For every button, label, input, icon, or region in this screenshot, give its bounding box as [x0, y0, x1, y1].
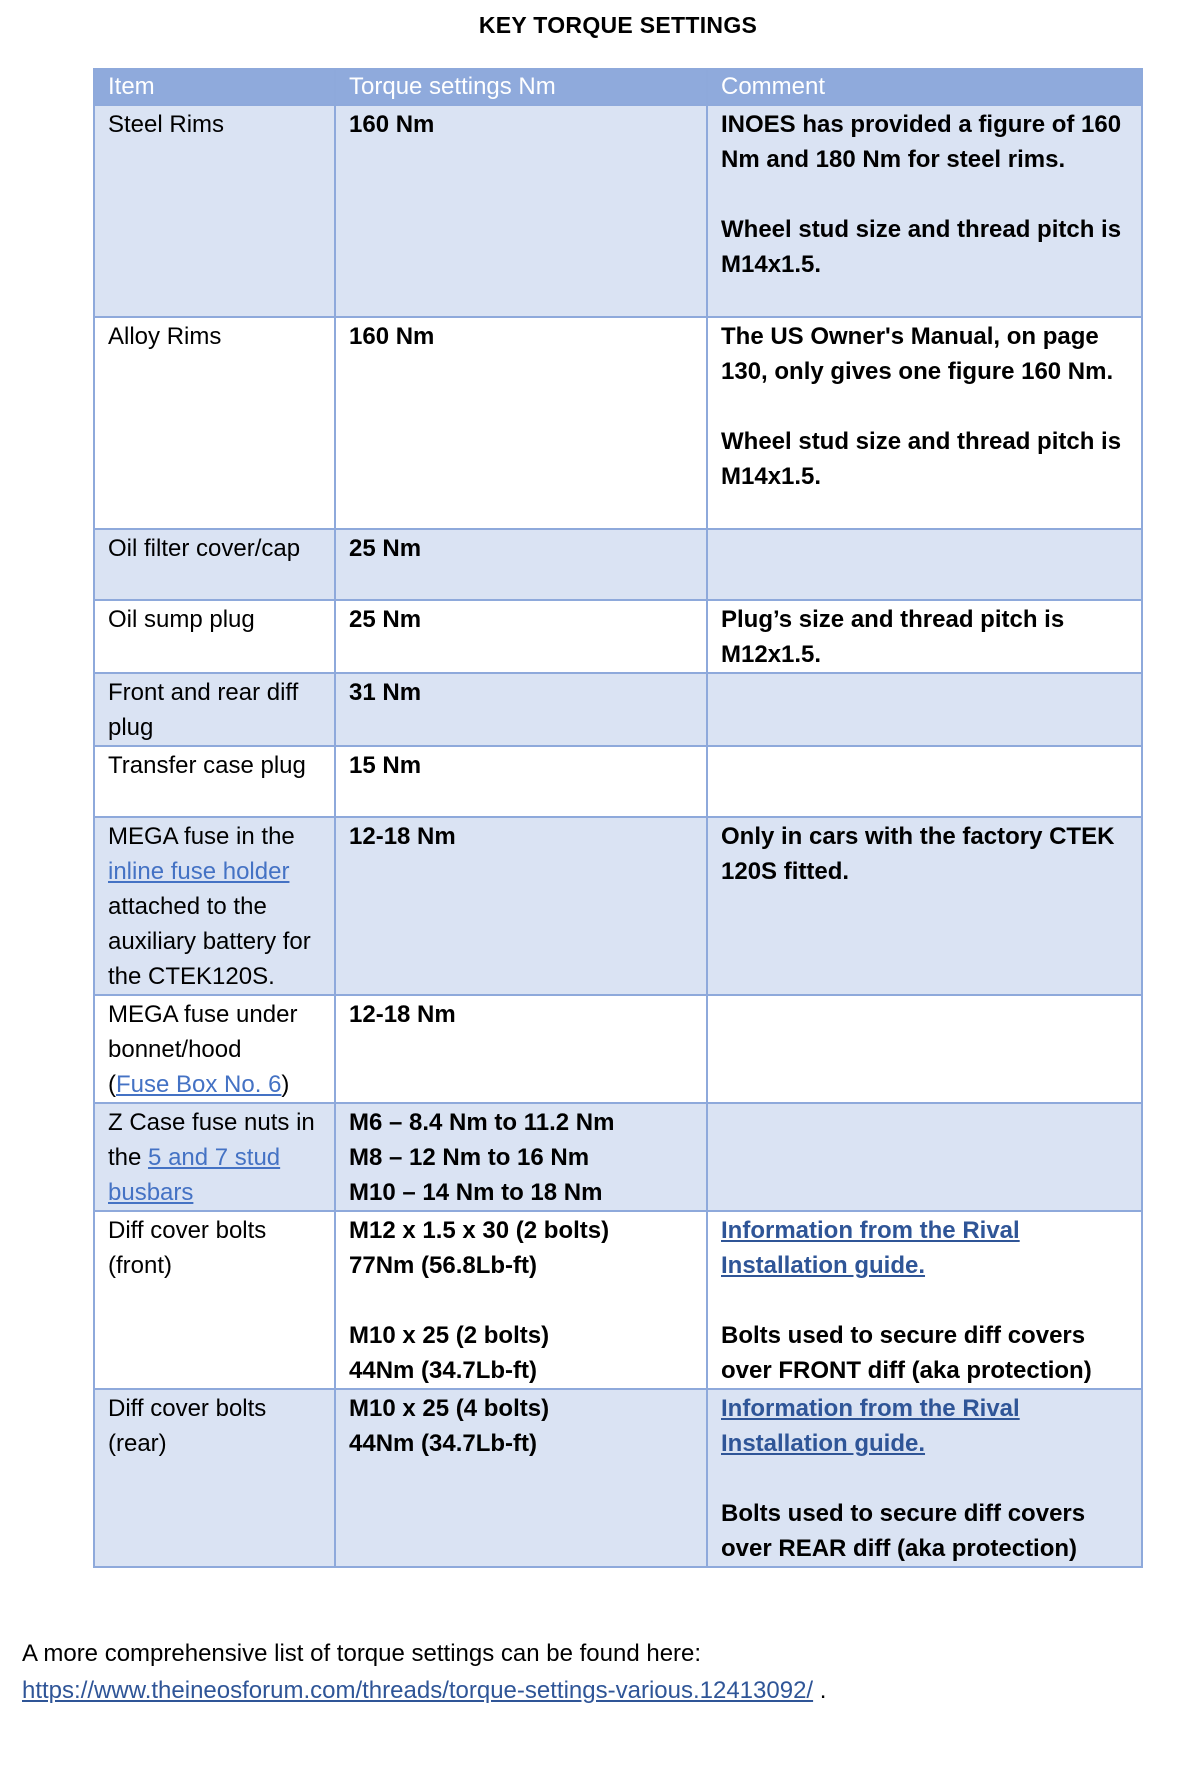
torque-cell: 12-18 Nm [335, 817, 707, 995]
item-cell: Oil filter cover/cap [94, 529, 335, 600]
torque-line: M6 – 8.4 Nm to 11.2 Nm [349, 1109, 615, 1136]
table-row [94, 1389, 1142, 1567]
rival-guide-link[interactable]: Information from the Rival Installation guide. [721, 1395, 1020, 1457]
fuse-box-6-link[interactable]: Fuse Box No. 6 [116, 1071, 282, 1098]
comment-text: Wheel stud size and thread pitch is M14x1.5. [721, 216, 1122, 278]
torque-cell: 31 Nm [335, 673, 707, 746]
comment-cell [707, 1211, 1142, 1389]
header-item: Item [94, 69, 335, 105]
item-cell: Steel Rims [94, 105, 335, 317]
item-cell: Diff cover bolts (front) [94, 1211, 335, 1389]
footer-trail: . [813, 1677, 827, 1704]
torque-line: M10 – 14 Nm to 18 Nm [349, 1179, 603, 1206]
comment-cell: Plug’s size and thread pitch is M12x1.5. [707, 600, 1142, 673]
torque-line: M12 x 1.5 x 30 (2 bolts) [349, 1217, 610, 1244]
forum-url-link[interactable]: https://www.theineosforum.com/threads/torque-settings-various.12413092/ [22, 1677, 814, 1704]
torque-cell: 160 Nm [335, 317, 707, 529]
item-text: attached to the auxiliary battery for the CTEK120S. [108, 893, 311, 990]
item-cell: Alloy Rims [94, 317, 335, 529]
item-cell [94, 1103, 335, 1211]
torque-line: M10 x 25 (2 bolts) [349, 1322, 550, 1349]
stud-busbars-link[interactable]: 5 and 7 stud busbars [108, 1144, 281, 1206]
comment-text: INOES has provided a figure of 160 Nm and 180 Nm for steel rims. [721, 111, 1122, 173]
table-row [94, 529, 1142, 600]
comment-cell [707, 105, 1142, 317]
torque-line: 44Nm (34.7Lb-ft) [349, 1430, 538, 1457]
item-cell: Transfer case plug [94, 746, 335, 817]
torque-line: M8 – 12 Nm to 16 Nm [349, 1144, 590, 1171]
comment-cell [707, 995, 1142, 1103]
header-torque: Torque settings Nm [335, 69, 707, 105]
footer-note [22, 1635, 1142, 1709]
comment-text: Bolts used to secure diff covers over REAR diff (aka protection) [721, 1500, 1086, 1562]
item-cell [94, 817, 335, 995]
item-text: MEGA fuse under bonnet/hood [108, 1001, 298, 1063]
item-cell: Oil sump plug [94, 600, 335, 673]
torque-line: M10 x 25 (4 bolts) [349, 1395, 550, 1422]
item-cell: Front and rear diff plug [94, 673, 335, 746]
footer-text: A more comprehensive list of torque settings can be found here: [22, 1640, 702, 1667]
comment-cell [707, 317, 1142, 529]
comment-cell [707, 1103, 1142, 1211]
comment-text: The US Owner's Manual, on page 130, only gives one figure 160 Nm. [721, 323, 1114, 385]
table-header-row [94, 69, 1142, 105]
table-row [94, 1103, 1142, 1211]
comment-text: Bolts used to secure diff covers over FRONT diff (aka protection) [721, 1322, 1092, 1384]
torque-cell [335, 1211, 707, 1389]
item-cell [94, 995, 335, 1103]
item-text: MEGA fuse in the [108, 823, 295, 850]
page-title: KEY TORQUE SETTINGS [478, 12, 758, 38]
table-row [94, 817, 1142, 995]
torque-cell: 160 Nm [335, 105, 707, 317]
table-row [94, 317, 1142, 529]
torque-cell: 25 Nm [335, 529, 707, 600]
item-text: Z Case fuse nuts in the [108, 1109, 315, 1171]
item-text: ( [108, 1071, 116, 1098]
comment-cell [707, 673, 1142, 746]
rival-guide-link[interactable]: Information from the Rival Installation guide. [721, 1217, 1020, 1279]
comment-cell [707, 1389, 1142, 1567]
comment-cell: Only in cars with the factory CTEK 120S fitted. [707, 817, 1142, 995]
comment-cell [707, 746, 1142, 817]
table-row [94, 995, 1142, 1103]
table-row [94, 673, 1142, 746]
table-row [94, 746, 1142, 817]
comment-text: Wheel stud size and thread pitch is M14x1.5. [721, 428, 1122, 490]
torque-cell: 15 Nm [335, 746, 707, 817]
torque-cell [335, 1389, 707, 1567]
torque-cell: 12-18 Nm [335, 995, 707, 1103]
table-row [94, 600, 1142, 673]
torque-table [93, 68, 1143, 1568]
torque-line: 77Nm (56.8Lb-ft) [349, 1252, 538, 1279]
table-row [94, 105, 1142, 317]
comment-cell [707, 529, 1142, 600]
torque-line: 44Nm (34.7Lb-ft) [349, 1357, 538, 1384]
inline-fuse-holder-link[interactable]: inline fuse holder [108, 858, 290, 885]
torque-cell: 25 Nm [335, 600, 707, 673]
item-text: ) [281, 1071, 290, 1098]
header-comment: Comment [707, 69, 1142, 105]
item-cell: Diff cover bolts (rear) [94, 1389, 335, 1567]
torque-cell [335, 1103, 707, 1211]
table-row [94, 1211, 1142, 1389]
